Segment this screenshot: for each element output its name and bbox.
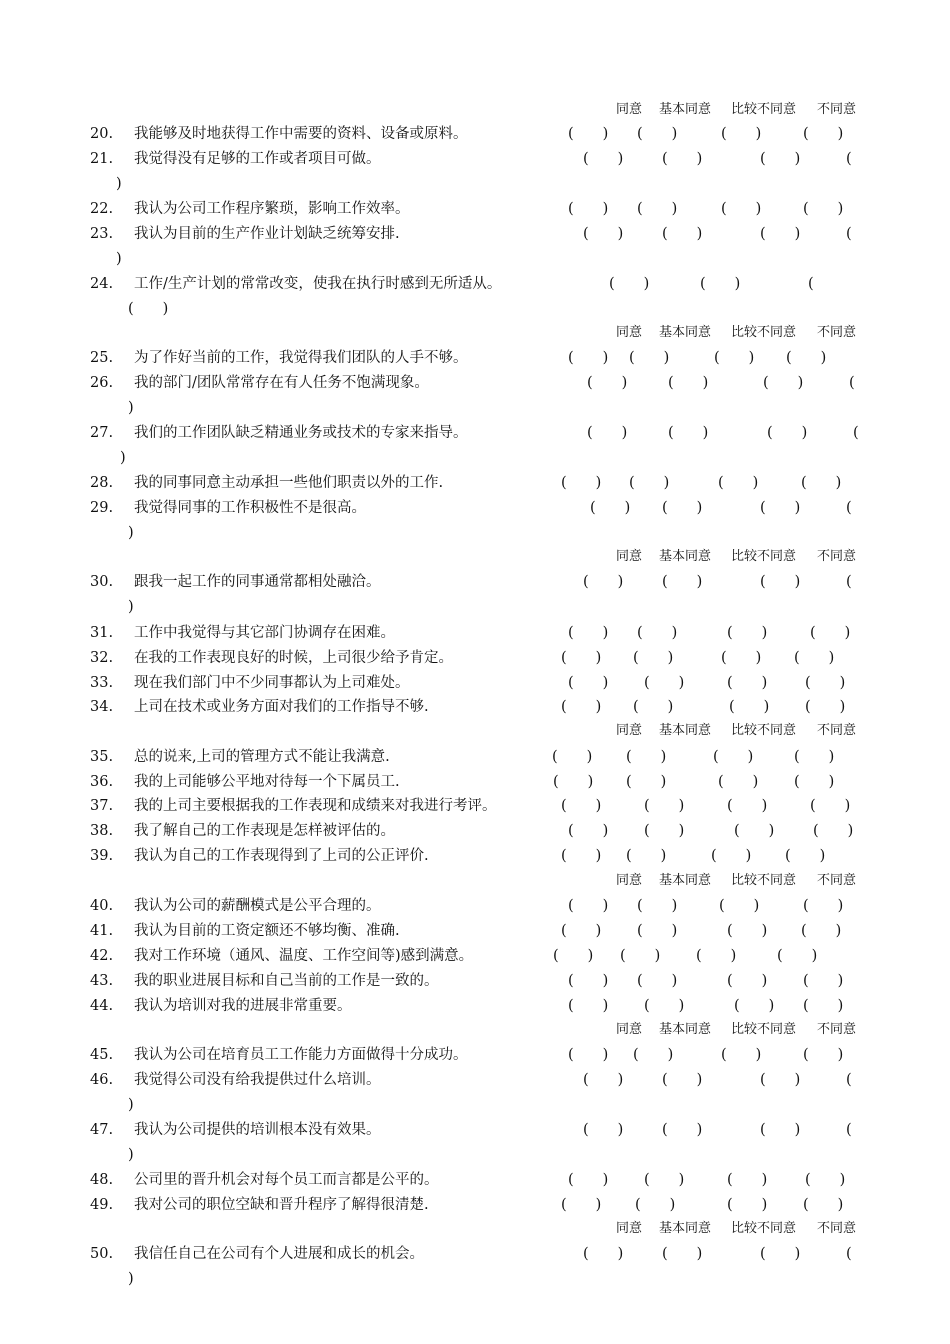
answer-blank-1[interactable]: ( ) — [568, 625, 609, 641]
question-text: 我认为公司提供的培训根本没有效果。 — [134, 1122, 381, 1138]
answer-blank-4[interactable]: ( ) — [803, 201, 844, 217]
answer-blank-4[interactable]: ( ) — [813, 823, 854, 839]
answer-blank-1[interactable]: ( ) — [561, 923, 602, 939]
answer-blank-3[interactable]: ( ) — [696, 948, 737, 964]
answer-header-label: 不同意 — [817, 102, 857, 117]
question-number: 36. — [90, 774, 114, 790]
answer-blank-3[interactable]: ( ) — [714, 350, 755, 366]
answer-blank-3[interactable]: ( — [808, 276, 814, 292]
answer-blank-4[interactable]: ( ) — [805, 699, 846, 715]
answer-blank-4[interactable]: ( ) — [801, 475, 842, 491]
answer-blank-4[interactable]: ( ) — [803, 1197, 844, 1213]
question-number: 47. — [90, 1122, 114, 1138]
question-text: 上司在技术或业务方面对我们的工作指导不够. — [134, 699, 429, 715]
question-text: 在我的工作表现良好的时候，上司很少给予肯定。 — [134, 650, 453, 666]
answer-header-label: 同意 — [616, 325, 643, 340]
question-text: 工作中我觉得与其它部门协调存在困难。 — [134, 625, 395, 641]
answer-header-label: 同意 — [616, 102, 643, 117]
question-number: 31. — [90, 625, 114, 641]
answer-header-label: 同意 — [616, 1022, 643, 1037]
answer-blank-1[interactable]: ( ) — [561, 475, 602, 491]
question-text: 总的说来,上司的管理方式不能让我满意. — [134, 749, 390, 765]
answer-blank-1[interactable]: ( ) — [568, 823, 609, 839]
answer-blank-3[interactable]: ( ) — [727, 973, 768, 989]
question-number: 49. — [90, 1197, 114, 1213]
answer-header-label: 比较不同意 — [731, 723, 797, 738]
answer-blank-wrap[interactable]: ) — [116, 176, 122, 192]
answer-blank-4[interactable]: ( — [846, 1246, 852, 1262]
answer-blank-2[interactable]: ( ) — [662, 574, 703, 590]
answer-header-label: 不同意 — [817, 1022, 857, 1037]
question-text: 公司里的晋升机会对每个员工而言都是公平的。 — [134, 1172, 439, 1188]
answer-blank-2[interactable]: ( ) — [662, 500, 703, 516]
question-text: 我对工作环境（通风、温度、工作空间等)感到满意。 — [134, 948, 474, 964]
answer-header-label: 不同意 — [817, 549, 857, 564]
answer-blank-1[interactable]: ( ) — [568, 898, 609, 914]
answer-blank-4[interactable]: ( — [846, 1072, 852, 1088]
question-text: 我信任自己在公司有个人进展和成长的机会。 — [134, 1246, 424, 1262]
question-text: 我的部门/团队常常存在有人任务不饱满现象。 — [134, 375, 429, 391]
answer-blank-4[interactable]: ( ) — [785, 848, 826, 864]
answer-header-label: 同意 — [616, 723, 643, 738]
answer-blank-4[interactable]: ( ) — [794, 774, 835, 790]
question-text: 工作/生产计划的常常改变，使我在执行时感到无所适从。 — [134, 276, 502, 292]
answer-blank-2[interactable]: ( ) — [637, 625, 678, 641]
answer-header-label: 基本同意 — [659, 102, 712, 117]
answer-header-label: 不同意 — [817, 325, 857, 340]
answer-blank-1[interactable]: ( ) — [568, 201, 609, 217]
question-number: 43. — [90, 973, 114, 989]
question-text: 我觉得公司没有给我提供过什么培训。 — [134, 1072, 381, 1088]
answer-blank-2[interactable]: ( ) — [644, 1172, 685, 1188]
answer-blank-1[interactable]: ( ) — [568, 1047, 609, 1063]
answer-blank-4[interactable]: ( ) — [777, 948, 818, 964]
answer-blank-3[interactable]: ( ) — [760, 1246, 801, 1262]
answer-blank-1[interactable]: ( ) — [568, 126, 609, 142]
answer-blank-1[interactable]: ( ) — [609, 276, 650, 292]
answer-blank-2[interactable]: ( ) — [644, 675, 685, 691]
answer-blank-2[interactable]: ( ) — [700, 276, 741, 292]
answer-blank-2[interactable]: ( ) — [644, 823, 685, 839]
answer-blank-4[interactable]: ( ) — [803, 973, 844, 989]
question-text: 我们的工作团队缺乏精通业务或技术的专家来指导。 — [134, 425, 468, 441]
answer-blank-4[interactable]: ( ) — [794, 749, 835, 765]
answer-blank-1[interactable]: ( ) — [561, 699, 602, 715]
answer-blank-3[interactable]: ( ) — [727, 923, 768, 939]
answer-blank-1[interactable]: ( ) — [553, 774, 594, 790]
answer-blank-2[interactable]: ( ) — [633, 699, 674, 715]
answer-blank-1[interactable]: ( ) — [587, 375, 628, 391]
answer-blank-wrap[interactable]: ) — [128, 525, 134, 541]
question-number: 26. — [90, 375, 114, 391]
answer-blank-4[interactable]: ( — [846, 151, 852, 167]
answer-blank-2[interactable]: ( ) — [662, 1122, 703, 1138]
answer-blank-1[interactable]: ( ) — [568, 675, 609, 691]
answer-blank-3[interactable]: ( ) — [721, 1047, 762, 1063]
answer-blank-wrap[interactable]: ) — [128, 400, 134, 416]
answer-header-label: 比较不同意 — [731, 1022, 797, 1037]
answer-blank-1[interactable]: ( ) — [553, 948, 594, 964]
answer-blank-3[interactable]: ( ) — [713, 749, 754, 765]
answer-blank-4[interactable]: ( — [849, 375, 855, 391]
answer-blank-4[interactable]: ( ) — [805, 675, 846, 691]
answer-blank-1[interactable]: ( ) — [561, 1197, 602, 1213]
answer-blank-4[interactable]: ( ) — [794, 650, 835, 666]
question-number: 30. — [90, 574, 114, 590]
answer-blank-3[interactable]: ( ) — [711, 848, 752, 864]
answer-blank-2[interactable]: ( ) — [637, 201, 678, 217]
question-number: 40. — [90, 898, 114, 914]
answer-blank-4[interactable]: ( — [846, 1122, 852, 1138]
answer-blank-2[interactable]: ( ) — [635, 1197, 676, 1213]
answer-blank-wrap[interactable]: ) — [128, 1097, 134, 1113]
answer-blank-2[interactable]: ( ) — [626, 774, 667, 790]
answer-blank-2[interactable]: ( ) — [626, 749, 667, 765]
question-number: 39. — [90, 848, 114, 864]
answer-blank-4[interactable]: ( ) — [801, 923, 842, 939]
question-text: 我了解自己的工作表现是怎样被评估的。 — [134, 823, 395, 839]
answer-blank-1[interactable]: ( ) — [583, 1246, 624, 1262]
answer-blank-wrap[interactable]: ) — [128, 599, 134, 615]
answer-blank-2[interactable]: ( ) — [662, 1072, 703, 1088]
question-text: 为了作好当前的工作，我觉得我们团队的人手不够。 — [134, 350, 468, 366]
answer-header-label: 比较不同意 — [731, 102, 797, 117]
answer-header-label: 不同意 — [817, 873, 857, 888]
question-number: 41. — [90, 923, 114, 939]
answer-blank-wrap[interactable]: ( ) — [128, 301, 169, 317]
answer-blank-4[interactable]: ( ) — [786, 350, 827, 366]
question-number: 42. — [90, 948, 114, 964]
answer-blank-2[interactable]: ( ) — [637, 923, 678, 939]
answer-header-label: 基本同意 — [659, 1221, 712, 1236]
answer-header-label: 比较不同意 — [731, 1221, 797, 1236]
answer-blank-4[interactable]: ( ) — [803, 1047, 844, 1063]
answer-blank-3[interactable]: ( ) — [727, 675, 768, 691]
answer-blank-1[interactable]: ( ) — [561, 848, 602, 864]
answer-blank-2[interactable]: ( ) — [662, 226, 703, 242]
answer-header-label: 基本同意 — [659, 1022, 712, 1037]
answer-header-label: 不同意 — [817, 723, 857, 738]
question-text: 我认为公司工作程序繁琐，影响工作效率。 — [134, 201, 410, 217]
answer-header-label: 同意 — [616, 1221, 643, 1236]
answer-blank-1[interactable]: ( ) — [583, 151, 624, 167]
answer-header-label: 基本同意 — [659, 873, 712, 888]
answer-blank-2[interactable]: ( ) — [637, 126, 678, 142]
question-number: 23. — [90, 226, 114, 242]
answer-blank-2[interactable]: ( ) — [644, 798, 685, 814]
answer-blank-2[interactable]: ( ) — [662, 1246, 703, 1262]
answer-blank-4[interactable]: ( ) — [803, 126, 844, 142]
answer-blank-1[interactable]: ( ) — [590, 500, 631, 516]
question-text: 我认为公司在培育员工工作能力方面做得十分成功。 — [134, 1047, 468, 1063]
answer-blank-3[interactable]: ( ) — [727, 798, 768, 814]
answer-blank-1[interactable]: ( ) — [561, 798, 602, 814]
answer-blank-1[interactable]: ( ) — [583, 574, 624, 590]
question-number: 38. — [90, 823, 114, 839]
answer-blank-3[interactable]: ( ) — [760, 574, 801, 590]
answer-header-label: 比较不同意 — [731, 325, 797, 340]
question-number: 44. — [90, 998, 114, 1014]
question-number: 33. — [90, 675, 114, 691]
question-text: 我觉得没有足够的工作或者项目可做。 — [134, 151, 381, 167]
answer-blank-1[interactable]: ( ) — [561, 650, 602, 666]
question-text: 我的上司能够公平地对待每一个下属员工. — [134, 774, 400, 790]
answer-blank-2[interactable]: ( ) — [662, 151, 703, 167]
answer-header-label: 比较不同意 — [731, 549, 797, 564]
answer-blank-wrap[interactable]: ) — [116, 251, 122, 267]
answer-blank-1[interactable]: ( ) — [552, 749, 593, 765]
question-text: 跟我一起工作的同事通常都相处融洽。 — [134, 574, 381, 590]
answer-blank-3[interactable]: ( ) — [721, 201, 762, 217]
answer-blank-4[interactable]: ( — [846, 574, 852, 590]
answer-blank-1[interactable]: ( ) — [568, 1172, 609, 1188]
answer-blank-4[interactable]: ( ) — [803, 998, 844, 1014]
question-number: 37. — [90, 798, 114, 814]
question-number: 27. — [90, 425, 114, 441]
answer-blank-3[interactable]: ( ) — [718, 774, 759, 790]
answer-blank-2[interactable]: ( ) — [629, 350, 670, 366]
answer-blank-3[interactable]: ( ) — [767, 425, 808, 441]
answer-blank-2[interactable]: ( ) — [637, 898, 678, 914]
answer-blank-4[interactable]: ( ) — [810, 625, 851, 641]
answer-blank-1[interactable]: ( ) — [568, 973, 609, 989]
question-number: 21. — [90, 151, 114, 167]
answer-blank-wrap[interactable]: ) — [128, 1271, 134, 1287]
answer-blank-2[interactable]: ( ) — [626, 848, 667, 864]
answer-blank-4[interactable]: ( — [846, 500, 852, 516]
question-number: 32. — [90, 650, 114, 666]
answer-blank-3[interactable]: ( ) — [727, 1172, 768, 1188]
answer-blank-2[interactable]: ( ) — [620, 948, 661, 964]
question-number: 46. — [90, 1072, 114, 1088]
answer-blank-3[interactable]: ( ) — [734, 823, 775, 839]
answer-blank-wrap[interactable]: ) — [128, 1147, 134, 1163]
answer-blank-2[interactable]: ( ) — [668, 425, 709, 441]
question-number: 34. — [90, 699, 114, 715]
question-number: 29. — [90, 500, 114, 516]
answer-blank-4[interactable]: ( ) — [805, 1172, 846, 1188]
answer-header-label: 基本同意 — [659, 549, 712, 564]
answer-blank-2[interactable]: ( ) — [637, 973, 678, 989]
question-number: 45. — [90, 1047, 114, 1063]
question-text: 我认为自己的工作表现得到了上司的公正评价. — [134, 848, 429, 864]
question-text: 我的职业进展目标和自己当前的工作是一致的。 — [134, 973, 439, 989]
answer-blank-3[interactable]: ( ) — [760, 1122, 801, 1138]
answer-blank-3[interactable]: ( ) — [760, 151, 801, 167]
question-text: 我认为公司的薪酬模式是公平合理的。 — [134, 898, 381, 914]
answer-blank-3[interactable]: ( ) — [760, 1072, 801, 1088]
answer-blank-1[interactable]: ( ) — [587, 425, 628, 441]
question-number: 25. — [90, 350, 114, 366]
question-text: 现在我们部门中不少同事都认为上司难处。 — [134, 675, 410, 691]
answer-blank-4[interactable]: ( ) — [810, 798, 851, 814]
answer-blank-3[interactable]: ( ) — [721, 650, 762, 666]
answer-blank-1[interactable]: ( ) — [568, 998, 609, 1014]
answer-blank-1[interactable]: ( ) — [568, 350, 609, 366]
answer-blank-3[interactable]: ( ) — [719, 898, 760, 914]
answer-blank-2[interactable]: ( ) — [633, 1047, 674, 1063]
question-number: 20. — [90, 126, 114, 142]
question-number: 35. — [90, 749, 114, 765]
question-text: 我对公司的职位空缺和晋升程序了解得很清楚. — [134, 1197, 429, 1213]
answer-blank-3[interactable]: ( ) — [760, 500, 801, 516]
answer-blank-3[interactable]: ( ) — [727, 625, 768, 641]
question-number: 28. — [90, 475, 114, 491]
question-text: 我觉得同事的工作积极性不是很高。 — [134, 500, 366, 516]
answer-blank-3[interactable]: ( ) — [760, 226, 801, 242]
answer-blank-2[interactable]: ( ) — [644, 998, 685, 1014]
answer-blank-2[interactable]: ( ) — [633, 650, 674, 666]
question-number: 24. — [90, 276, 114, 292]
answer-blank-4[interactable]: ( — [846, 226, 852, 242]
answer-blank-3[interactable]: ( ) — [727, 1197, 768, 1213]
answer-header-label: 同意 — [616, 873, 643, 888]
answer-blank-1[interactable]: ( ) — [583, 226, 624, 242]
answer-blank-1[interactable]: ( ) — [583, 1122, 624, 1138]
answer-blank-1[interactable]: ( ) — [583, 1072, 624, 1088]
answer-header-label: 比较不同意 — [731, 873, 797, 888]
question-text: 我认为目前的工资定额还不够均衡、准确. — [134, 923, 400, 939]
answer-header-label: 同意 — [616, 549, 643, 564]
answer-blank-3[interactable]: ( ) — [718, 475, 759, 491]
question-text: 我的同事同意主动承担一些他们职责以外的工作. — [134, 475, 444, 491]
question-text: 我认为培训对我的进展非常重要。 — [134, 998, 352, 1014]
question-number: 48. — [90, 1172, 114, 1188]
answer-blank-4[interactable]: ( ) — [803, 898, 844, 914]
question-text: 我能够及时地获得工作中需要的资料、设备或原料。 — [134, 126, 468, 142]
answer-blank-3[interactable]: ( ) — [721, 126, 762, 142]
answer-header-label: 基本同意 — [659, 723, 712, 738]
question-text: 我认为目前的生产作业计划缺乏统筹安排. — [134, 226, 400, 242]
answer-header-label: 基本同意 — [659, 325, 712, 340]
answer-blank-wrap[interactable]: ) — [120, 450, 126, 466]
answer-blank-4[interactable]: ( — [853, 425, 859, 441]
answer-blank-3[interactable]: ( ) — [729, 699, 770, 715]
answer-blank-3[interactable]: ( ) — [734, 998, 775, 1014]
answer-blank-2[interactable]: ( ) — [629, 475, 670, 491]
answer-blank-2[interactable]: ( ) — [668, 375, 709, 391]
question-number: 50. — [90, 1246, 114, 1262]
question-text: 我的上司主要根据我的工作表现和成绩来对我进行考评。 — [134, 798, 497, 814]
question-number: 22. — [90, 201, 114, 217]
answer-header-label: 不同意 — [817, 1221, 857, 1236]
answer-blank-3[interactable]: ( ) — [763, 375, 804, 391]
